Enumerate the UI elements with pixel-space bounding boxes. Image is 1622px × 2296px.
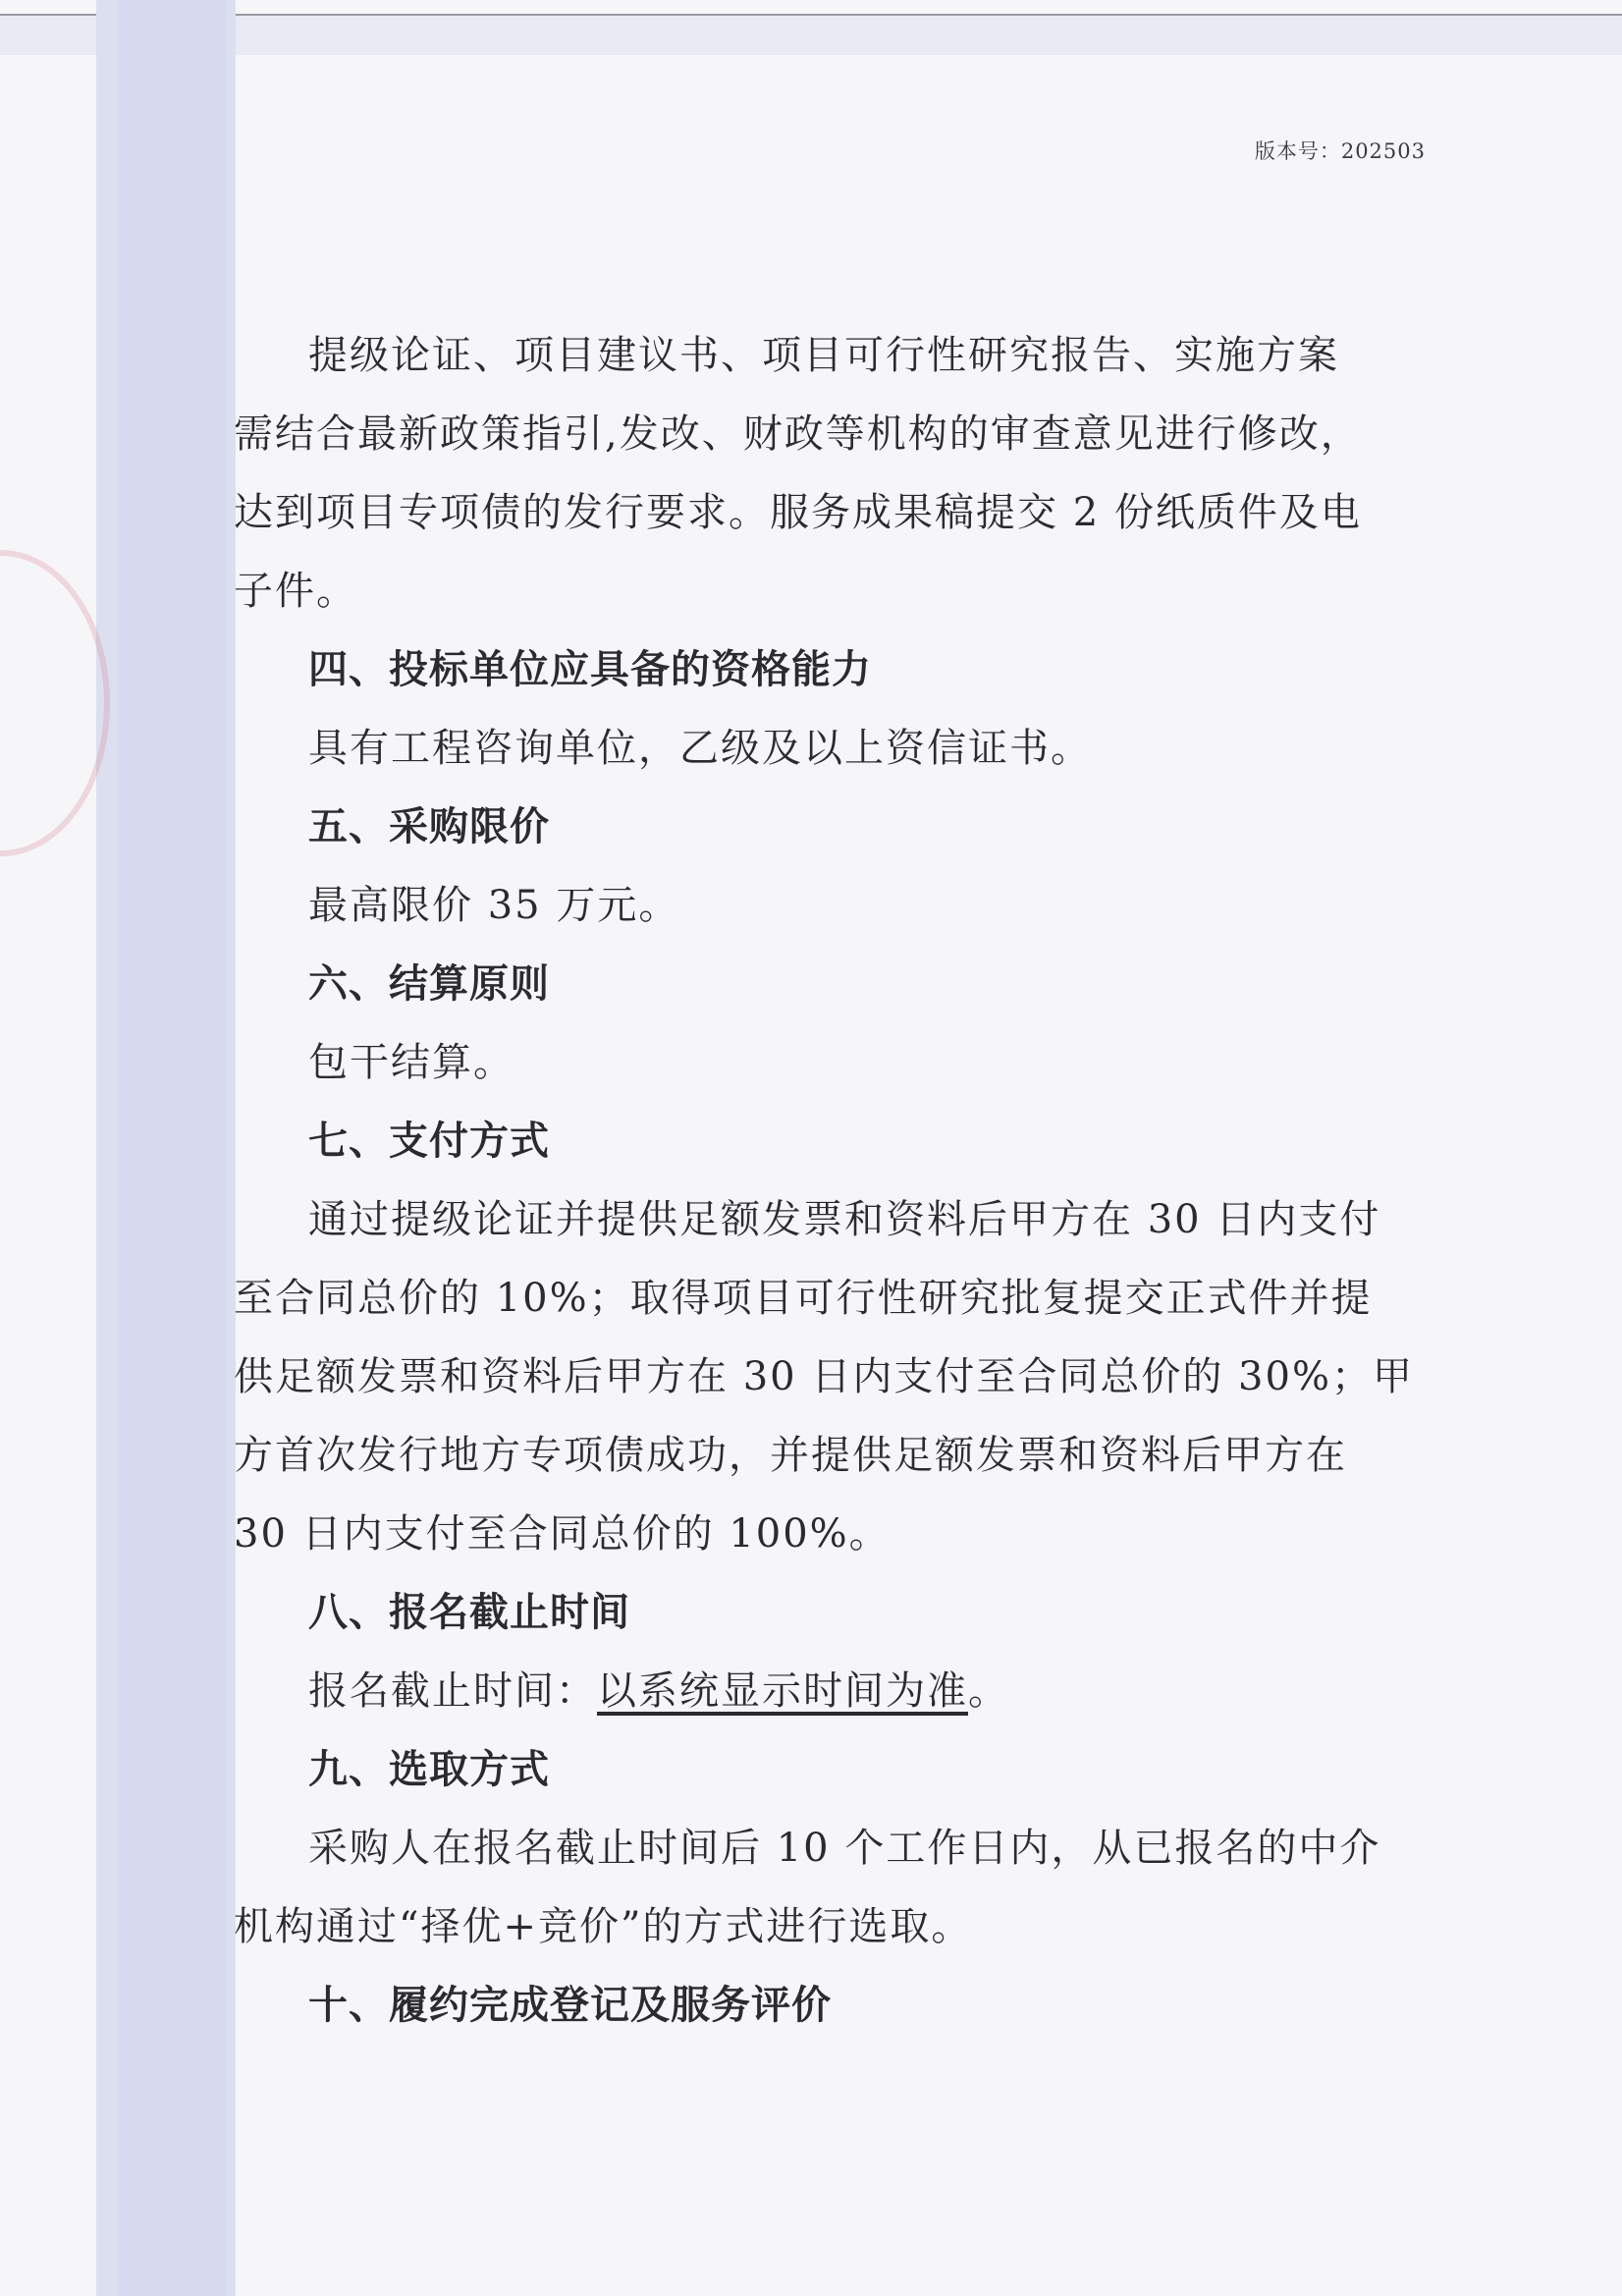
payment-line: 方首次发行地方专项债成功，并提供足额发票和资料后甲方在 [234,1433,1347,1478]
section-heading-qualification: 四、投标单位应具备的资格能力 [308,647,872,692]
section-heading-payment: 七、支付方式 [308,1119,550,1164]
scan-top-shadow [0,16,1622,55]
section-heading-settlement: 六、结算原则 [308,961,550,1007]
deadline-label: 报名截止时间： [308,1668,597,1714]
selection-line: 采购人在报名截止时间后 10 个工作日内，从已报名的中介 [308,1826,1381,1871]
document-body [234,316,1432,2045]
payment-line: 至合同总价的 10%；取得项目可行性研究批复提交正式件并提 [234,1276,1373,1321]
deadline-end: 。 [968,1668,1009,1714]
payment-line: 30 日内支付至合同总价的 100%。 [234,1511,891,1557]
price-limit-text: 最高限价 35 万元。 [308,883,680,928]
paragraph-line: 达到项目专项债的发行要求。服务成果稿提交 2 份纸质件及电 [234,490,1362,535]
section-heading-deadline: 八、报名截止时间 [308,1590,630,1635]
qualification-text: 具有工程咨询单位，乙级及以上资信证书。 [308,726,1092,771]
version-number: 版本号：202503 [1254,139,1426,163]
scan-binding-shadow-inner [118,0,226,2296]
settlement-text: 包干结算。 [308,1040,514,1085]
section-heading-price-limit: 五、采购限价 [308,804,550,849]
deadline-value: 以系统显示时间为准 [597,1668,968,1714]
section-heading-evaluation: 十、履约完成登记及服务评价 [308,1983,832,2028]
paragraph-line: 子件。 [234,569,357,614]
payment-line: 供足额发票和资料后甲方在 30 日内支付至合同总价的 30%；甲 [234,1354,1414,1399]
selection-line: 机构通过“择优+竞价”的方式进行选取。 [234,1904,973,1949]
paragraph-line: 提级论证、项目建议书、项目可行性研究报告、实施方案 [308,333,1339,378]
seal-stamp-fragment [0,550,110,856]
deadline-text [234,1652,1432,1730]
section-heading-selection: 九、选取方式 [308,1747,550,1792]
payment-line: 通过提级论证并提供足额发票和资料后甲方在 30 日内支付 [308,1197,1381,1242]
paragraph-line: 需结合最新政策指引,发改、财政等机构的审查意见进行修改， [234,411,1362,457]
